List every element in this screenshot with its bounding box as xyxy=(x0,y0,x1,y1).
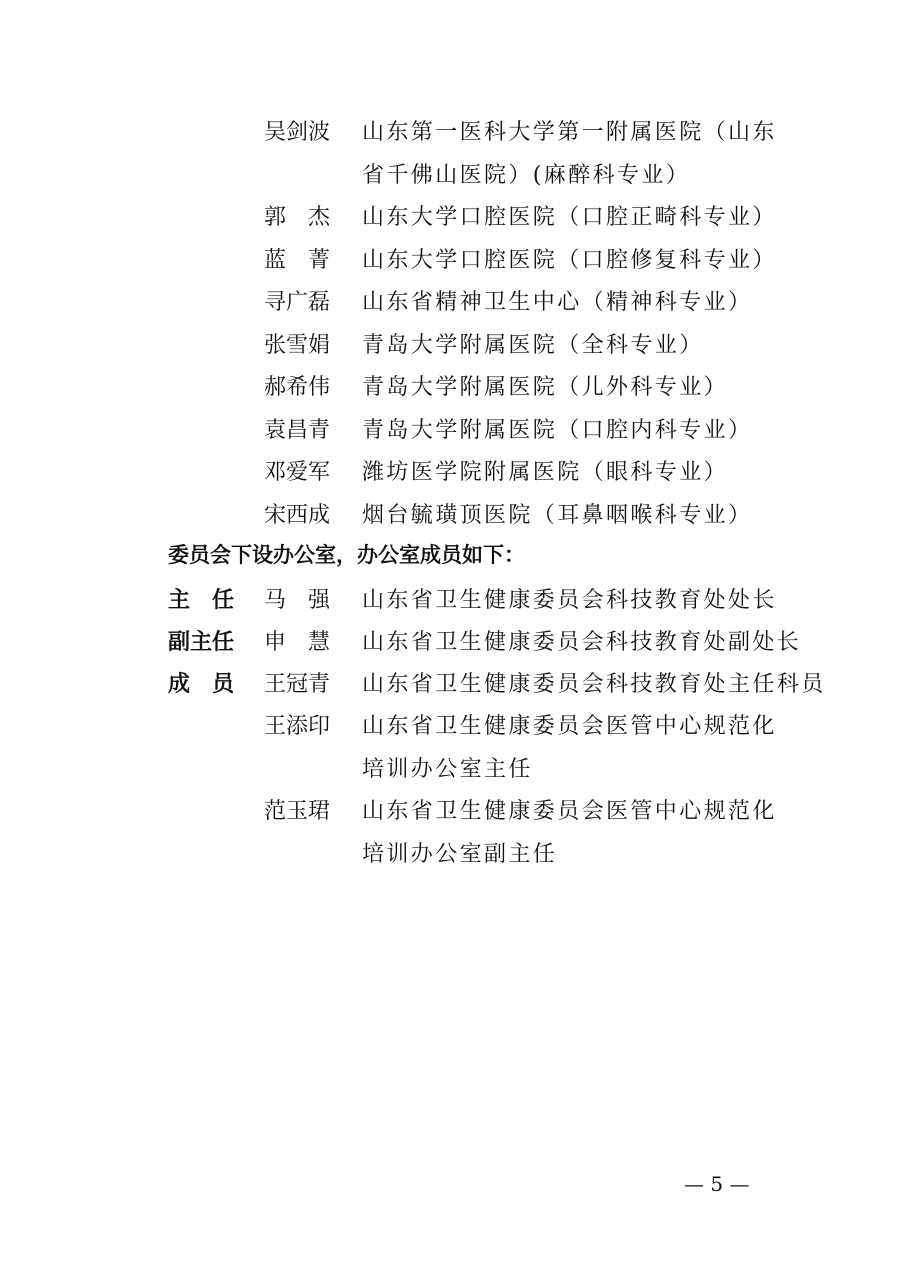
office-member-name: 王添印 xyxy=(264,714,331,739)
office-member-name: 申 慧 xyxy=(264,630,331,655)
office-role: 主 任 xyxy=(168,588,235,613)
expert-name: 邓爱军 xyxy=(264,460,331,485)
office-heading: 委员会下设办公室，办公室成员如下： xyxy=(168,543,525,567)
expert-name: 宋西成 xyxy=(264,503,331,528)
expert-name: 郝希伟 xyxy=(264,375,331,400)
expert-affiliation: 青岛大学附属医院（口腔内科专业） xyxy=(362,418,753,443)
expert-affiliation: 山东省精神卫生中心（精神科专业） xyxy=(362,290,753,315)
office-member-position: 山东省卫生健康委员会医管中心规范化 xyxy=(362,714,777,739)
expert-name: 袁昌青 xyxy=(264,418,331,443)
office-member-position: 培训办公室副主任 xyxy=(362,842,558,867)
office-member-position: 山东省卫生健康委员会医管中心规范化 xyxy=(362,799,777,824)
office-member-position: 山东省卫生健康委员会科技教育处处长 xyxy=(362,588,777,613)
expert-name: 吴剑波 xyxy=(264,120,331,145)
office-member-name: 范玉珺 xyxy=(264,799,331,824)
office-role: 副主任 xyxy=(168,630,235,655)
expert-name: 蓝 菁 xyxy=(264,248,331,273)
office-member-name: 王冠青 xyxy=(264,672,331,697)
office-member-name: 马 强 xyxy=(264,588,331,613)
expert-affiliation: 山东第一医科大学第一附属医院（山东 xyxy=(362,120,777,145)
expert-affiliation: 青岛大学附属医院（全科专业） xyxy=(362,333,704,358)
office-member-position: 培训办公室主任 xyxy=(362,757,533,782)
expert-affiliation: 山东大学口腔医院（口腔正畸科专业） xyxy=(362,205,777,230)
office-role: 成 员 xyxy=(168,672,235,697)
expert-affiliation: 山东大学口腔医院（口腔修复科专业） xyxy=(362,248,777,273)
expert-affiliation: 潍坊医学院附属医院（眼科专业） xyxy=(362,460,729,485)
expert-name: 寻广磊 xyxy=(264,290,331,315)
office-member-position: 山东省卫生健康委员会科技教育处副处长 xyxy=(362,630,802,655)
expert-name: 郭 杰 xyxy=(264,205,331,230)
expert-affiliation: 省千佛山医院）(麻醉科专业） xyxy=(362,163,691,188)
page-number: — 5 — xyxy=(684,1172,750,1196)
expert-name: 张雪娟 xyxy=(264,333,331,358)
office-member-position: 山东省卫生健康委员会科技教育处主任科员 xyxy=(362,672,826,697)
expert-affiliation: 烟台毓璜顶医院（耳鼻咽喉科专业） xyxy=(362,503,753,528)
expert-affiliation: 青岛大学附属医院（儿外科专业） xyxy=(362,375,729,400)
